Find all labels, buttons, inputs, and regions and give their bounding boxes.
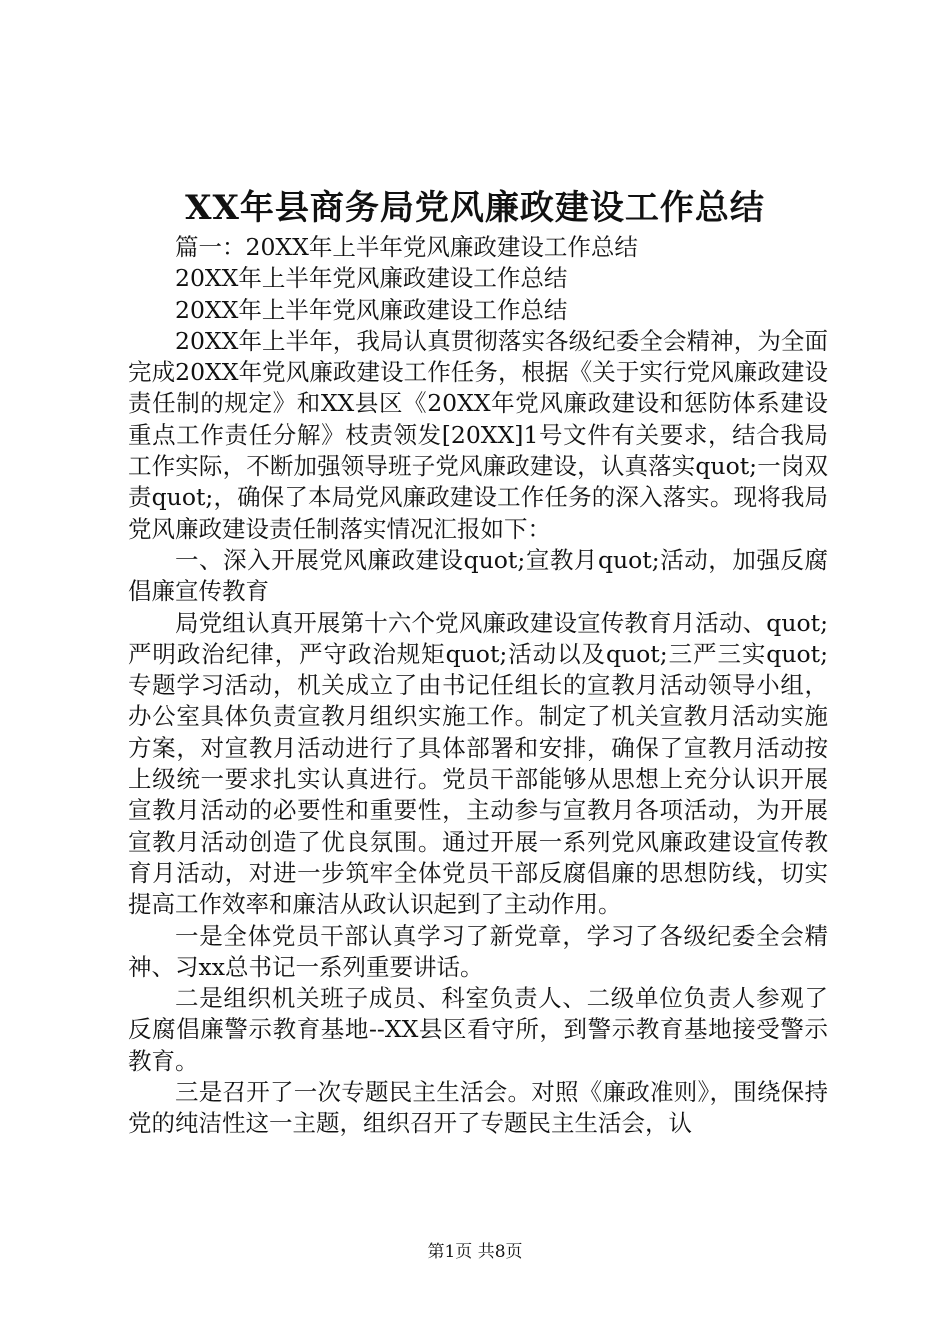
subtitle: 20XX年上半年党风廉政建设工作总结 (175, 295, 568, 324)
body-paragraph: 三是召开了一次专题民主生活会。对照《廉政准则》，围绕保持党的纯洁性这一主题，组织召开了专题民主生活会，认 (128, 1078, 828, 1138)
page-number: 第1页 共8页 (427, 1242, 523, 1262)
body-paragraph: 20XX年上半年，我局认真贯彻落实各级纪委全会精神，为全面完成20XX年党风廉政建设工作任务，根据《关于实行党风廉政建设责任制的规定》和XX县区《20XX年党风廉政建设和惩防体系建设重点工作责任分解》枝责领发[20XX]1号文件有关要求，结合我局工作实际，不断加强领导班子党风廉政建设，认真落实quot;一岗双责quot;，确保了本局党风廉政建设工作任务的深入落实。现将我局党风廉政建设责任制落实情况汇报如下： (128, 326, 828, 543)
document-body (128, 232, 828, 1140)
document-title: XX年县商务局党风廉政建设工作总结 (185, 188, 765, 228)
body-paragraph: 局党组认真开展第十六个党风廉政建设宣传教育月活动、quot;严明政治纪律，严守政治规矩quot;活动以及quot;三严三实quot;专题学习活动，机关成立了由书记任组长的宣教月活动领导小组，办公室具体负责宣教月组织实施工作。制定了机关宣教月活动实施方案，对宣教月活动进行了具体部署和安排，确保了宣教月活动按上级统一要求扎实认真进行。党员干部能够从思想上充分认识开展宣教月活动的必要性和重要性，主动参与宣教月各项活动，为开展宣教月活动创造了优良氛围。通过开展一系列党风廉政建设宣传教育月活动，对进一步筑牢全体党员干部反腐倡廉的思想防线，切实提高工作效率和廉洁从政认识起到了主动作用。 (128, 608, 828, 919)
subtitle: 20XX年上半年党风廉政建设工作总结 (175, 264, 568, 293)
section-heading: 篇一：20XX年上半年党风廉政建设工作总结 (175, 233, 638, 261)
body-paragraph: 二是组织机关班子成员、科室负责人、二级单位负责人参观了反腐倡廉警示教育基地--XX县区看守所，到警示教育基地接受警示教育。 (128, 984, 828, 1075)
body-paragraph: 一是全体党员干部认真学习了新党章，学习了各级纪委全会精神、习xx总书记一系列重要讲话。 (128, 921, 828, 981)
section-heading: 一、深入开展党风廉政建设quot;宣教月quot;活动，加强反腐倡廉宣传教育 (128, 545, 828, 606)
